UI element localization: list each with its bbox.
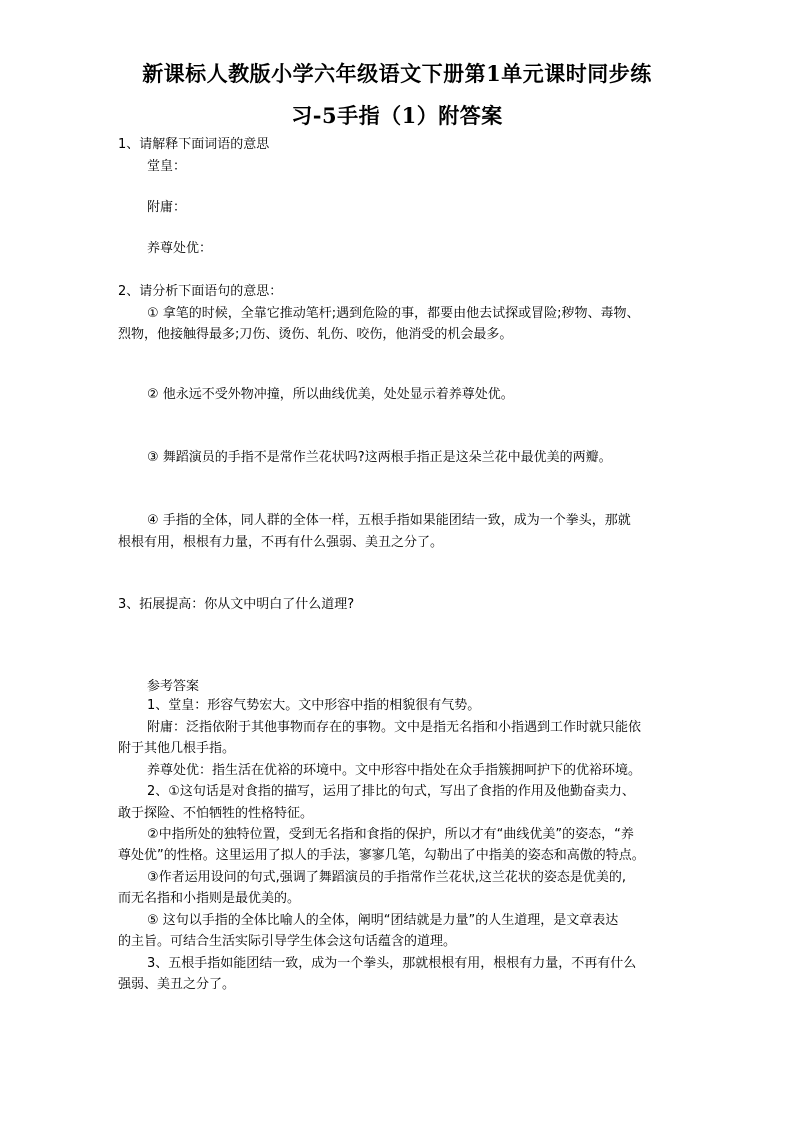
answer-2-2-line-2: 尊处优”的性格。这里运用了拟人的手法，寥寥几笔，勾勒出了中指美的姿态和高傲的特点。	[118, 848, 645, 863]
answer-2-3-line-1: ③作者运用设问的句式,强调了舞蹈演员的手指常作兰花状,这兰花状的姿态是优美的,	[147, 870, 627, 885]
question-1-heading: 1、请解释下面词语的意思	[118, 137, 270, 152]
answer-2-1-line-1: 2、①这句话是对食指的描写，运用了排比的句式，写出了食指的作用及他勤奋卖力、	[147, 784, 635, 799]
answer-1-tanghuang: 1、堂皇：形容气势宏大。文中形容中指的相貌很有气势。	[147, 698, 481, 713]
answer-2-5-line-1: ⑤ 这句以手指的全体比喻人的全体，阐明“团结就是力量”的人生道理，是文章表达	[147, 913, 619, 928]
question-1-term-yangzunchuyou: 养尊处优：	[147, 241, 213, 256]
answer-1-fuyong-line-1: 附庸：泛指依附于其他事物而存在的事物。文中是指无名指和小指遇到工作时就只能依	[147, 720, 642, 735]
answer-2-3-line-2: 而无名指和小指则是最优美的。	[118, 891, 301, 906]
answers-heading: 参考答案	[147, 679, 200, 694]
answer-2-5-line-2: 的主旨。可结合生活实际引导学生体会这句话蕴含的道理。	[118, 934, 457, 949]
sentence-1-line-2: 烈物，他接触得最多;刀伤、烫伤、轧伤、咬伤，他消受的机会最多。	[118, 327, 513, 342]
answer-3-line-2: 强弱、美丑之分了。	[118, 977, 236, 992]
question-1-term-tanghuang: 堂皇：	[147, 159, 187, 174]
sentence-4-line-1: ④ 手指的全体，同人群的全体一样，五根手指如果能团结一致，成为一个拳头，那就	[147, 513, 631, 528]
answer-2-2-line-1: ②中指所处的独特位置，受到无名指和食指的保护，所以才有“曲线优美”的姿态，“养	[147, 827, 634, 842]
question-3-heading: 3、拓展提高：你从文中明白了什么道理?	[118, 597, 355, 612]
answer-3-line-1: 3、五根手指如能团结一致，成为一个拳头，那就根根有用，根根有力量，不再有什么	[147, 956, 637, 971]
sentence-2: ② 他永远不受外物冲撞，所以曲线优美，处处显示着养尊处优。	[147, 387, 514, 402]
answer-1-fuyong-line-2: 附于其他几根手指。	[118, 741, 236, 756]
document-title-line-2: 习-5手指（1）附答案	[291, 103, 503, 128]
sentence-3: ③ 舞蹈演员的手指不是常作兰花状吗?这两根手指正是这朵兰花中最优美的两瓣。	[147, 450, 612, 465]
sentence-1-line-1: ① 拿笔的时候，全靠它推动笔杆;遇到危险的事，都要由他去试探或冒险;秽物、毒物、	[147, 306, 640, 321]
answer-2-1-line-2: 敢于探险、不怕牺牲的性格特征。	[118, 806, 314, 821]
question-1-term-fuyong: 附庸：	[147, 200, 187, 215]
answer-1-yangzunchuyou: 养尊处优：指生活在优裕的环境中。文中形容中指处在众手指簇拥呵护下的优裕环境。	[147, 763, 642, 778]
sentence-4-line-2: 根根有用，根根有力量，不再有什么强弱、美丑之分了。	[118, 535, 444, 550]
document-title-line-1: 新课标人教版小学六年级语文下册第1单元课时同步练	[142, 61, 652, 86]
question-2-heading: 2、请分析下面语句的意思：	[118, 284, 283, 299]
